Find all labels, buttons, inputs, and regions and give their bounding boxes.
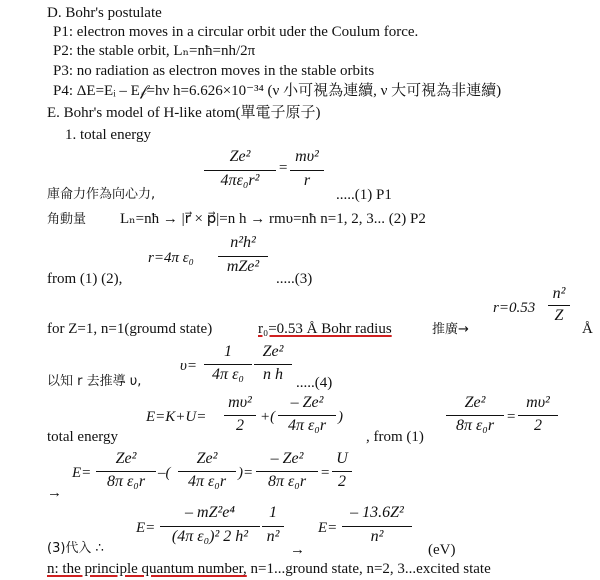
eq3-lhs: r=4π ε₀ (148, 250, 194, 266)
energy-unit-ev: (eV) (428, 542, 456, 558)
eq1-lhs-numerator: Ze² (229, 148, 251, 165)
coulomb-centripetal-label: 庫侖力作為向心力, (47, 187, 156, 202)
eqF-numerator-4: U (336, 450, 348, 467)
r-053-lhs: r=0.53 (493, 300, 536, 316)
postulate-p3: P3: no radiation as electron moves in the stable orbits (53, 63, 375, 79)
eqE-numerator-2: – Ze² (290, 394, 324, 411)
section-d-title: D. Bohr's postulate (47, 5, 162, 21)
eqG-bar-1 (160, 526, 260, 527)
total-energy-label: total energy (47, 429, 118, 445)
side-denominator-2: 2 (534, 417, 542, 434)
eqF-bar-3 (256, 471, 318, 472)
eqH-bar (342, 526, 412, 527)
eq1-rhs-bar (290, 170, 324, 171)
side-equals: = (506, 409, 517, 425)
eq2-angular-momentum: Lₙ=nħ → |r⃗ × p⃗|=n h → rmυ=nħ n=1, 2, 3... (2) P2 (120, 211, 426, 227)
eqH-lhs: E= (318, 520, 338, 536)
eqE-denominator-1: 2 (236, 417, 244, 434)
section-e-title: E. Bohr's model of H-like atom(單電子原子) (47, 105, 321, 121)
eq4-numerator-2: Ze² (262, 343, 284, 360)
side-numerator-1: Ze² (464, 394, 486, 411)
eqF-bar-2 (178, 471, 236, 472)
eqF-denominator-1: 8π ε₀r (106, 473, 146, 490)
side-bar-2 (518, 415, 558, 416)
substitute-3-label: (3)代入 ∴ (47, 541, 104, 556)
side-denominator-1: 8π ε₀r (455, 417, 495, 434)
eqE-denominator-2: 4π ε₀r (287, 417, 327, 434)
eqF-denominator-4: 2 (338, 473, 346, 490)
eq1-lhs-denominator: 4πε₀r² (220, 172, 260, 189)
side-bar-1 (446, 415, 504, 416)
promote-label: 推廣→ (432, 322, 469, 337)
eqG-denominator-2: n² (266, 528, 280, 545)
eq3-denominator: mZe² (226, 258, 260, 275)
ground-state-prefix: for Z=1, n=1(groumd state) (47, 321, 213, 337)
eq4-lhs: υ= (180, 358, 198, 374)
eqF-close: )= (238, 465, 254, 481)
eq4-bar-2 (254, 364, 292, 365)
eqF-minus: –( (158, 465, 171, 481)
r-053-numerator: n² (552, 285, 566, 302)
eq4-denominator-1: 4π ε₀ (212, 366, 244, 383)
eqG-lhs: E= (136, 520, 156, 536)
r-053-bar (548, 305, 570, 306)
eq1-rhs-denominator: r (303, 172, 311, 189)
r-053-denominator: Z (554, 307, 564, 324)
eq4-numerator-1: 1 (224, 343, 232, 360)
eq4-tag: .....(4) (296, 375, 333, 391)
side-numerator-2: mυ² (526, 394, 550, 411)
arrow-1: → (47, 485, 62, 501)
arrow-2: → (290, 542, 305, 558)
eq4-denominator-2: n h (263, 366, 283, 383)
postulate-p2: P2: the stable orbit, Lₙ=nħ=nh/2π (53, 43, 256, 59)
eqE-close: ) (338, 409, 343, 425)
eqE-plus: +( (260, 409, 276, 425)
eqH-numerator: – 13.6Z² (350, 504, 404, 521)
eqF-numerator-2: Ze² (196, 450, 218, 467)
quantum-states-text: n=1...ground state, n=2, 3...excited state (246, 561, 491, 577)
angstrom-unit: Å (582, 321, 593, 337)
eqE-bar-1 (224, 415, 256, 416)
from-1-2-label: from (1) (2), (47, 271, 123, 287)
eqF-bar-1 (96, 471, 156, 472)
v-derivation-label: 以知 r 去推導 υ, (47, 374, 142, 389)
postulate-p1: P1: electron moves in a circular orbit uder the Coulum force. (53, 24, 419, 40)
eqF-denominator-3: 8π ε₀r (267, 473, 307, 490)
angular-momentum-label: 角動量 (47, 212, 87, 227)
eqE-numerator-1: mυ² (228, 394, 252, 411)
eqE-lhs: E=K+U= (146, 409, 207, 425)
eqF-numerator-3: – Ze² (270, 450, 304, 467)
eq1-equals: = (278, 160, 289, 176)
eqG-numerator-1: – mZ²e⁴ (185, 504, 235, 521)
eqF-numerator-1: Ze² (115, 450, 137, 467)
eqF-denominator-2: 4π ε₀r (187, 473, 227, 490)
eq3-numerator: n²h² (230, 234, 256, 251)
eq1-lhs-bar (204, 170, 276, 171)
principal-quantum-number-text: n: the principle quantum number, (47, 561, 247, 577)
quantum-number-line (47, 560, 491, 578)
eq3-tag: .....(3) (276, 271, 313, 287)
eq3-bar (218, 256, 268, 257)
eqF-bar-4 (332, 471, 352, 472)
eq1-rhs-numerator: mυ² (295, 148, 319, 165)
eqE-bar-2 (278, 415, 336, 416)
eqF-equals: = (320, 465, 331, 481)
eqG-numerator-2: 1 (269, 504, 277, 521)
eqF-lhs: E= (72, 465, 92, 481)
eqG-bar-2 (262, 526, 284, 527)
bohr-radius-text: r₀=0.53 Å Bohr radius (258, 321, 392, 337)
eqG-denominator-1: (4π ε₀)² 2 h² (171, 528, 249, 545)
eq1-tag: .....(1) P1 (336, 187, 392, 203)
eq4-bar-1 (204, 364, 252, 365)
eqH-denominator: n² (370, 528, 384, 545)
from-1-label: , from (1) (366, 429, 424, 445)
item-total-energy: 1. total energy (65, 127, 151, 143)
postulate-p4: P4: ΔE=Eᵢ – E𝒻=hν h=6.626×10⁻³⁴ (ν 小可視為連續, ν 大可視為非連續) (53, 83, 502, 99)
